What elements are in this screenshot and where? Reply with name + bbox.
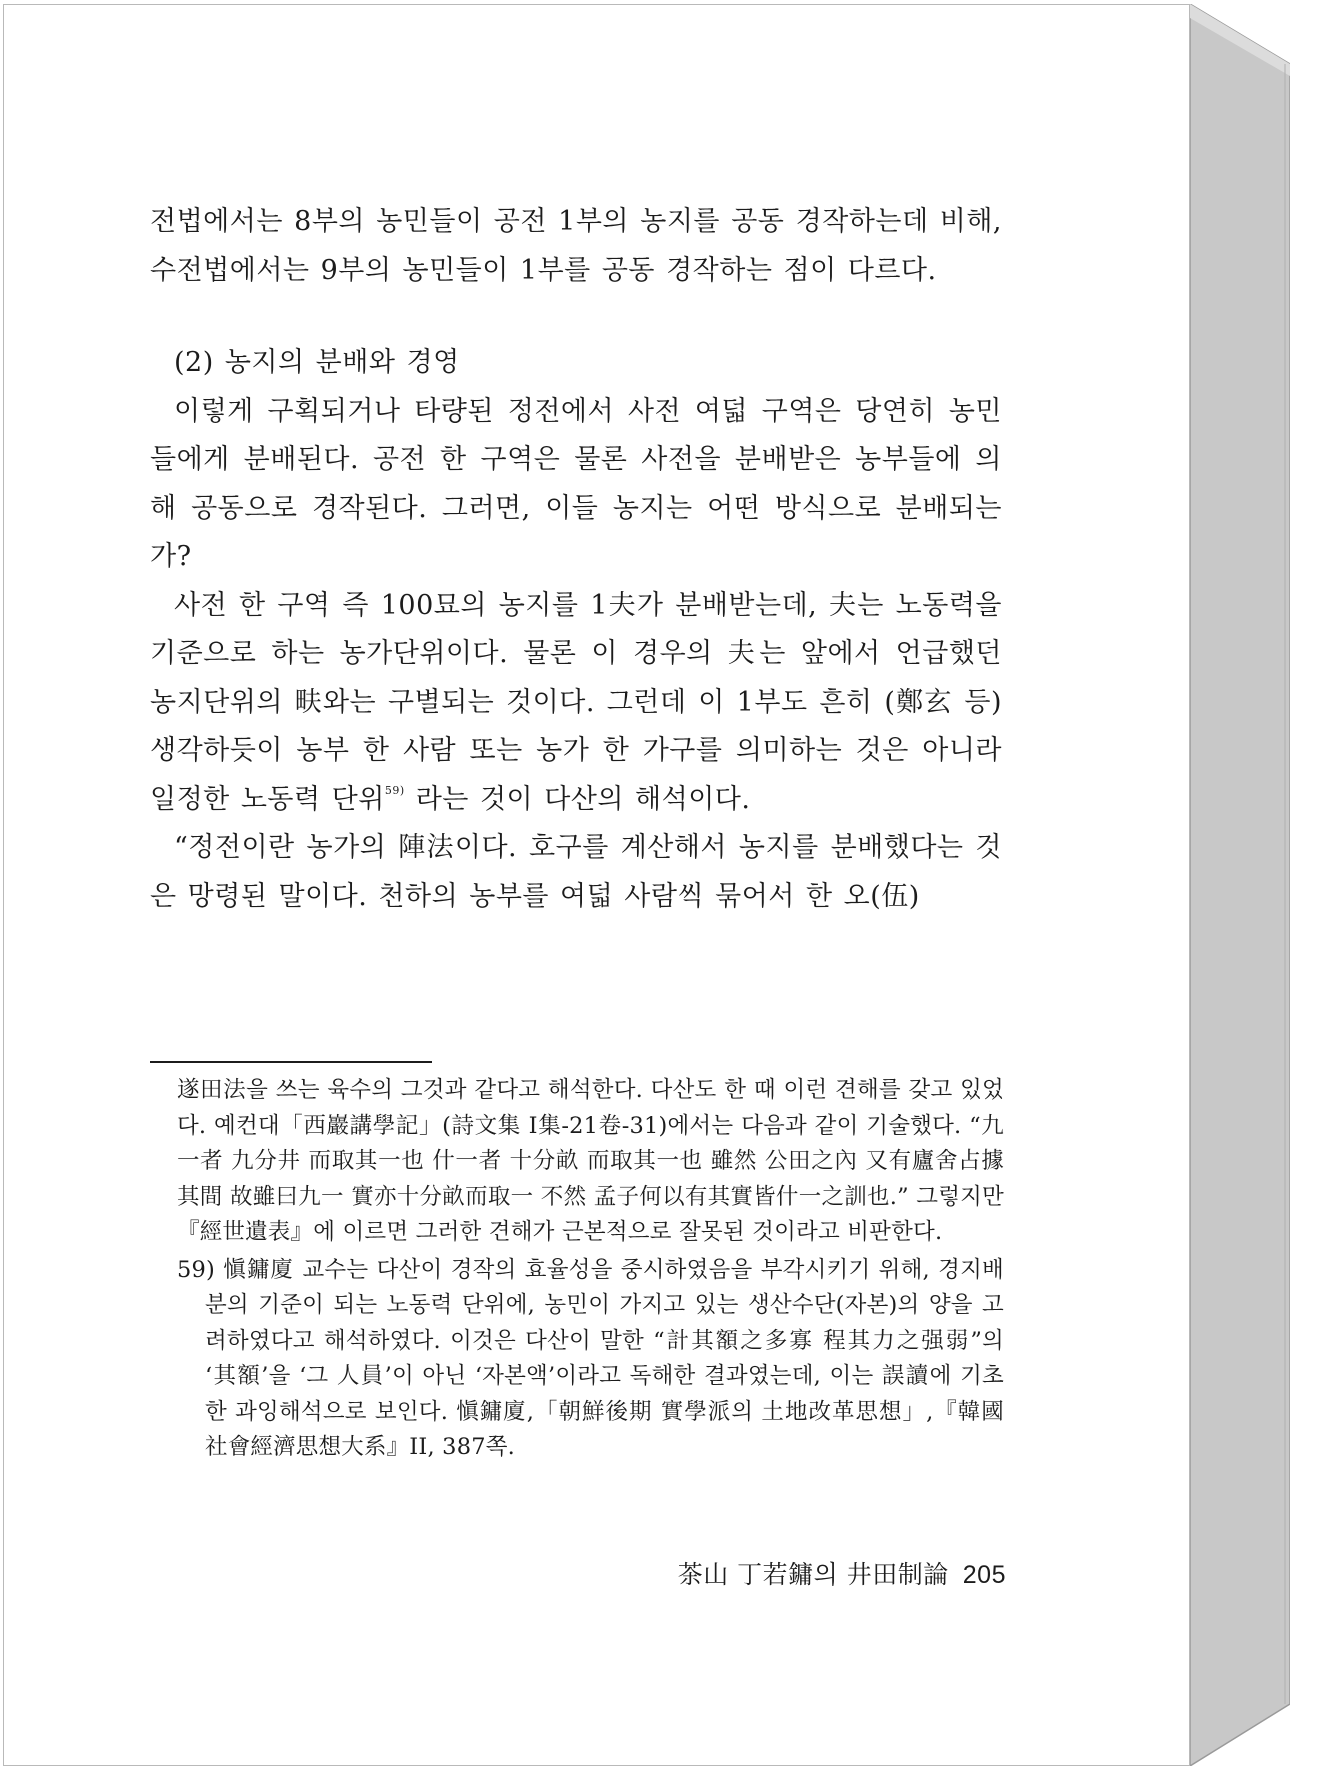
paragraph-2: 이렇게 구획되거나 타량된 정전에서 사전 여덟 구역은 당연히 농민들에게 분배된다. 공전 한 구역은 물론 사전을 분배받은 농부들에 의해 공동으로 경작된다. 그러면, 이들 농지는 어떤 방식으로 분배되는가? [150,395,1002,572]
footnote-59 [177,1253,1004,1466]
footnotes [177,1073,1004,1466]
page-number: 205 [962,1561,1006,1589]
book-edge-3d [1190,4,1290,1766]
page-footer [678,1555,1006,1591]
paragraph-4: “정전이란 농가의 陣法이다. 호구를 계산해서 농지를 분배했다는 것은 망령된 말이다. 천하의 농부를 여덟 사람씩 묶어서 한 오(伍) [150,832,1002,912]
footnote-continued: 遂田法을 쓰는 육수의 그것과 같다고 해석한다. 다산도 한 때 이런 견해를 갖고 있었다. 예컨대「西巖講學記」(詩文集 I集-21卷-31)에서는 다음과 같이 기술했다. “九一者 九分井 而取其一也 什一者 十分畝 而取其一也 雖然 公田之內 又有廬舍占據其間 故雖曰九一 實亦十分畝而取一 不然 孟子何以有其實皆什一之訓也.” 그렇지만『經世遺表』에 이르면 그러한 견해가 근본적으로 잘못된 것이라고 비판한다. [177,1077,1004,1245]
footnote-ref-59[interactable]: 59) [384,783,405,797]
paragraph-3 [150,582,1002,825]
paragraph-1: 전법에서는 8부의 농민들이 공전 1부의 농지를 공동 경작하는데 비해, 수전법에서는 9부의 농민들이 1부를 공동 경작하는 점이 다르다. [150,206,1002,286]
running-title: 茶山 丁若鏞의 井田制論 [677,1560,949,1589]
section-heading: (2) 농지의 분배와 경영 [174,347,460,378]
paragraph-3-text-b: 라는 것이 다산의 해석이다. [404,783,751,815]
footnote-59-number: 59) [177,1256,216,1283]
main-text [150,198,1002,921]
paragraph-3-text-a: 사전 한 구역 즉 100묘의 농지를 1夫가 분배받는데, 夫는 노동력을 기준으로 하는 농가단위이다. 물론 이 경우의 夫는 앞에서 언급했던 농지단위의 畉와는 구별되는 것이다. 그런데 이 1부도 흔히 (鄭玄 등) 생각하듯이 농부 한 사람 또는 농가 한 가구를 의미하는 것은 아니라 일정한 노동력 단위 [150,589,1002,815]
footnote-divider [150,1061,432,1063]
footnote-59-text: 愼鏞廈 교수는 다산이 경작의 효율성을 중시하였음을 부각시키기 위해, 경지배분의 기준이 되는 노동력 단위에, 농민이 가지고 있는 생산수단(자본)의 양을 고려하였다고 해석하였다. 이것은 다산이 말한 “計其額之多寡 程其力之强弱”의 ‘其額’을 ‘그 人員’이 아닌 ‘자본액’이라고 독해한 결과였는데, 이는 誤讀에 기초한 과잉해석으로 보인다. 愼鏞廈,「朝鮮後期 實學派의 土地改革思想」,『韓國社會經濟思想大系』II, 387쪽. [205,1256,1004,1460]
